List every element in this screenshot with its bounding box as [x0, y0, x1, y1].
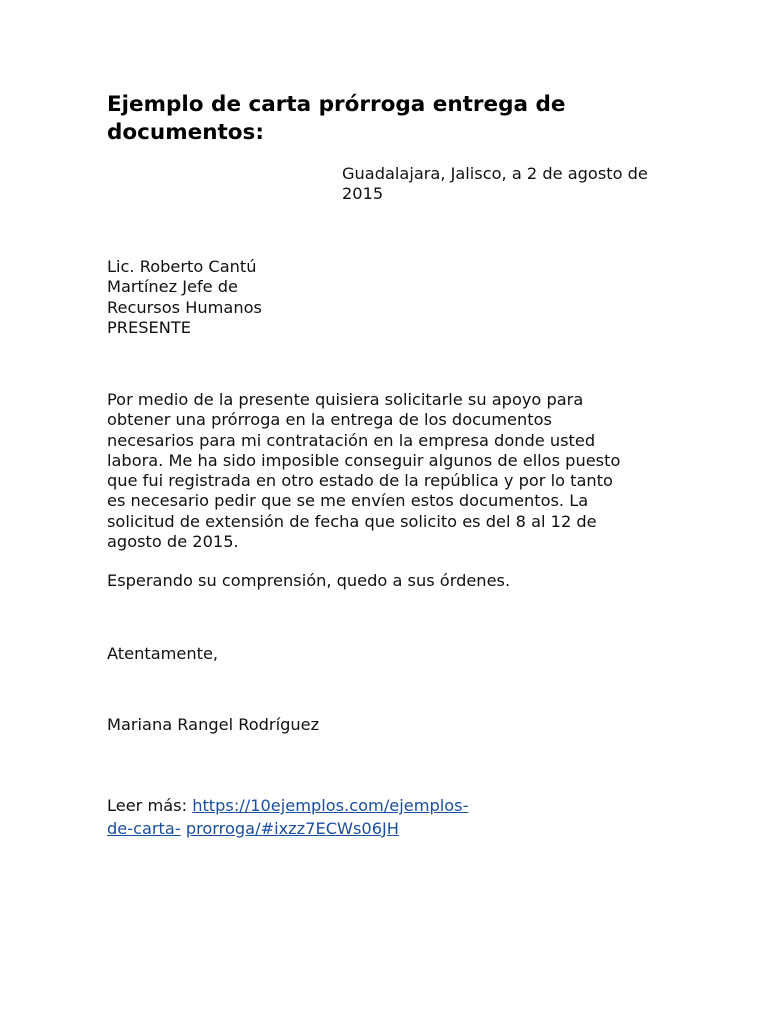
letter-body [107, 390, 707, 552]
source-link-part[interactable]: prorroga/#ixzz7ECWs06JH [185, 818, 399, 838]
body-line: labora. Me ha sido imposible conseguir algunos de ellos puesto [107, 450, 621, 470]
title-line: Ejemplo de carta prórroga entrega de [107, 92, 566, 117]
source-prefix: Leer más: [107, 796, 193, 815]
signature-name: Mariana Rangel Rodríguez [107, 715, 320, 734]
source-link-part[interactable]: de-carta- [107, 818, 181, 838]
closing-line: Esperando su comprensión, quedo a sus órdenes. [107, 571, 511, 590]
body-line: es necesario pedir que se me envíen estos documentos. La [107, 491, 589, 511]
source-reference [107, 795, 607, 840]
body-line: que fui registrada en otro estado de la república y por lo tanto [107, 471, 613, 491]
document-title [107, 91, 667, 147]
source-link-part[interactable]: https://10ejemplos.com/ejemplos- [192, 796, 469, 815]
source-row [107, 795, 607, 818]
recipient-block [107, 257, 407, 338]
salutation: Atentamente, [107, 644, 219, 663]
recipient-line: Lic. Roberto Cantú [107, 257, 257, 276]
source-row [107, 818, 607, 841]
recipient-line: Recursos Humanos [107, 297, 262, 317]
letter-date [342, 164, 702, 205]
recipient-line: PRESENTE [107, 317, 191, 337]
body-line: necesarios para mi contratación en la empresa donde usted [107, 430, 596, 450]
date-line: 2015 [342, 184, 384, 204]
date-line: Guadalajara, Jalisco, a 2 de agosto de [342, 164, 648, 183]
body-line: obtener una prórroga en la entrega de los documentos [107, 410, 552, 430]
recipient-line: Martínez Jefe de [107, 277, 239, 297]
body-line: Por medio de la presente quisiera solicitarle su apoyo para [107, 390, 584, 409]
title-line: documentos: [107, 120, 264, 145]
body-line: agosto de 2015. [107, 532, 239, 552]
body-line: solicitud de extensión de fecha que solicito es del 8 al 12 de [107, 511, 597, 531]
